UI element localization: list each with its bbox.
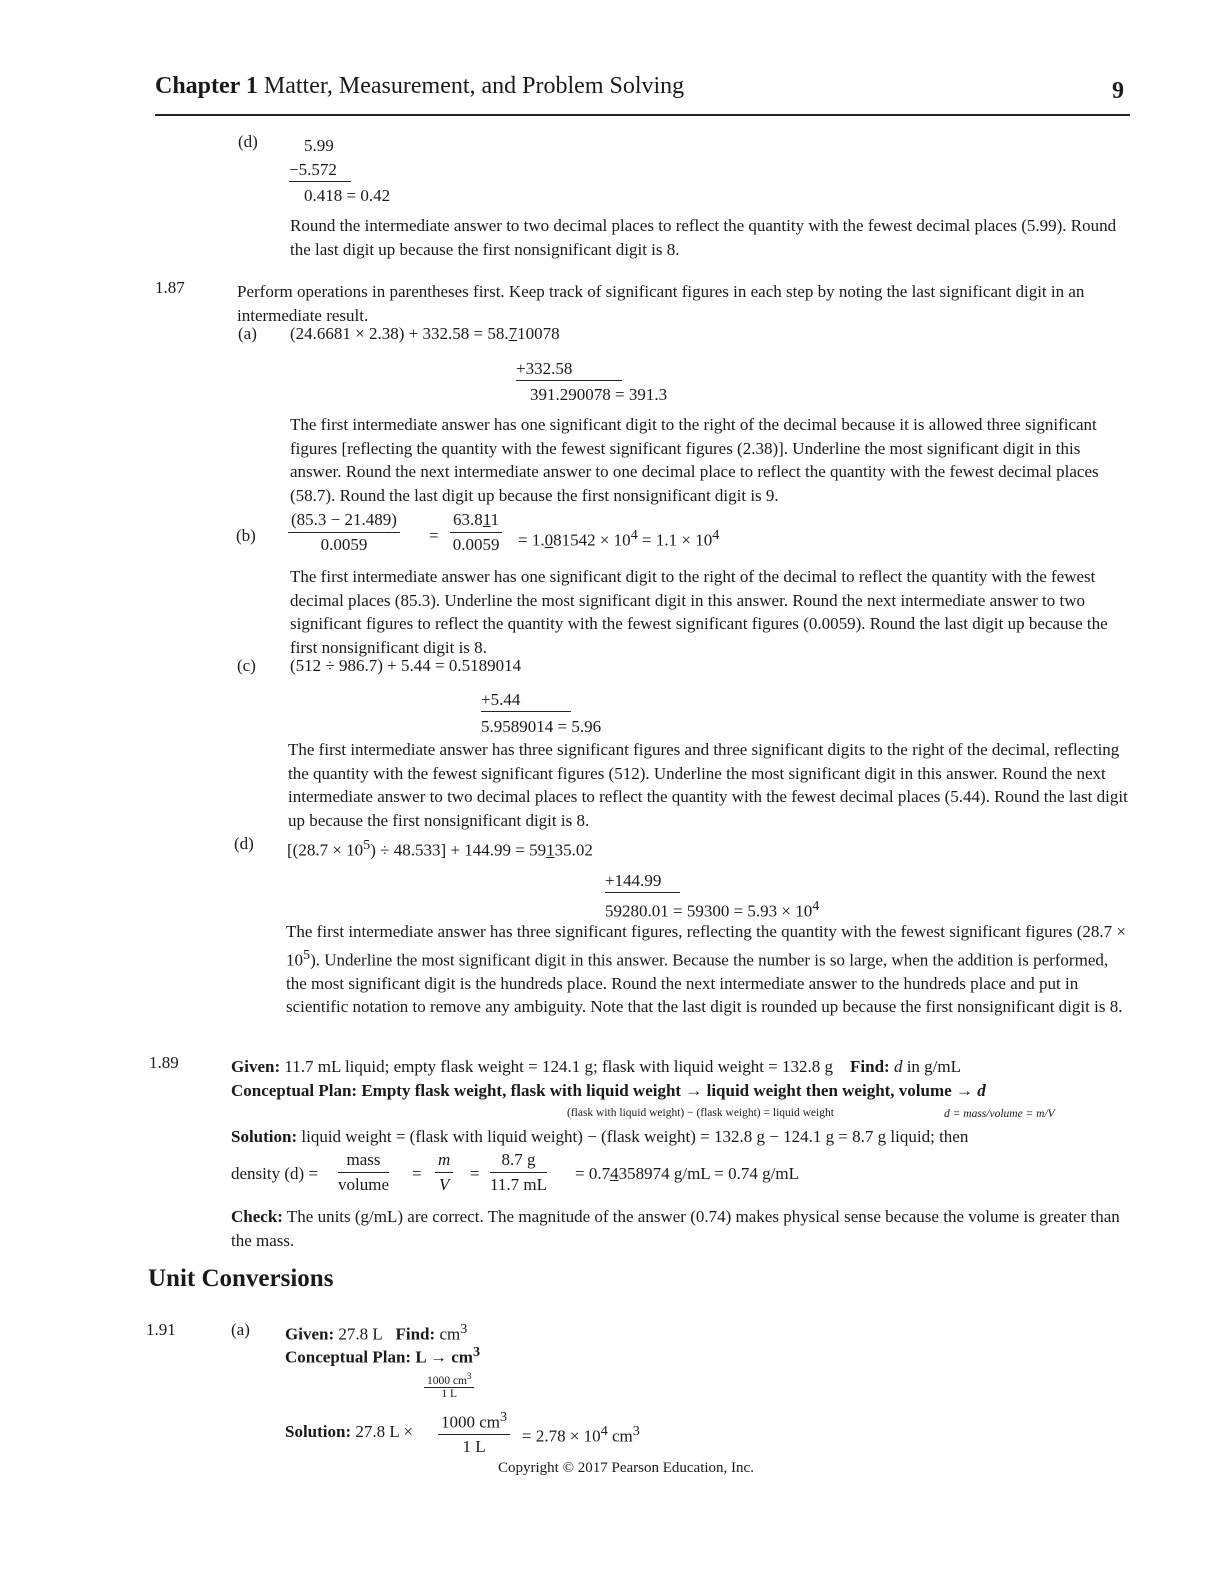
p89-fraction-values xyxy=(490,1148,547,1196)
p91-sol-num: 1000 $cm^3$ xyxy=(438,1406,510,1435)
p87c-text: The first intermediate answer has three significant figures and three significant digits to the right of the decimal, reflecting the quantity with the fewest significant figures (512). Underline the most significant digit in this answer. Round the next intermediate answer to two decimal places to reflect the quantity with the fewest decimal places (5.44). Round the last digit up because the first nonsignificant digit is 8. xyxy=(288,740,1128,830)
p89-res-underlined: 4 xyxy=(610,1164,619,1183)
p87b-res-exp2: 4 xyxy=(712,527,720,543)
p87a-result: 391.290078 = 391.3 xyxy=(530,385,668,404)
p91-factor xyxy=(424,1370,474,1400)
p87a-text: The first intermediate answer has one significant digit to the right of the decimal because it is allowed three significant figures [reflecting the quantity with the fewest significant figures (2.38)]. Underline the most significant digit in this answer. Round the next intermediate answer to one decimal place to reflect the quantity with the fewest decimal places (58.7). Round the last digit up because the first nonsignificant digit is 9. xyxy=(290,415,1099,505)
p91-label: (a) xyxy=(231,1320,250,1339)
p87b-den1: 0.0059 xyxy=(320,534,368,554)
p87b-fraction-2 xyxy=(450,508,502,556)
p91-find: cm xyxy=(439,1324,461,1344)
p85d-text: Round the intermediate answer to two decimal places to reflect the quantity with the fewest decimal places (5.99). Round the last digit up because the first nonsignificant digit is 8. xyxy=(290,216,1117,259)
p87b-result xyxy=(518,524,719,552)
p91-given: 27.8 L xyxy=(338,1324,383,1344)
p89-number: 1.89 xyxy=(149,1053,179,1072)
p91-given-label: Given: xyxy=(285,1324,335,1344)
p87b-res-pre: = 1. xyxy=(518,530,545,550)
chapter-title: Matter, Measurement, and Problem Solving xyxy=(263,73,685,99)
p91-sol-pre: 27.8 L × xyxy=(355,1422,413,1441)
p91-factor-num-text: 1000 cm xyxy=(427,1374,467,1387)
p89-f2d: V xyxy=(438,1174,450,1194)
p87b-res-tail: = 1.1 × 10 xyxy=(637,530,713,550)
p89-result xyxy=(575,1162,799,1186)
p87c-result: 5.9589014 = 5.96 xyxy=(481,717,602,736)
p91-sol-post: = 2.78 × 10 xyxy=(522,1426,601,1446)
p91-solution-label: Solution: xyxy=(285,1422,352,1441)
p89-res-pre: = 0.7 xyxy=(575,1164,611,1183)
p89-solution: liquid weight = (flask with liquid weight) − (flask weight) = 132.8 g − 124.1 g = 8.7 g liquid; then xyxy=(301,1127,969,1146)
p89-density-label: density (d) = xyxy=(231,1164,319,1183)
p89-given-line xyxy=(231,1055,961,1079)
p87b-den2: 0.0059 xyxy=(452,534,500,554)
p91-plan-label: Conceptual Plan: xyxy=(285,1347,412,1367)
p91-find-label: Find: xyxy=(395,1324,436,1344)
p89-find-label: Find: xyxy=(850,1057,890,1076)
p87b-label: (b) xyxy=(236,526,256,545)
p87b-equals: = xyxy=(429,526,439,545)
page-number: 9 xyxy=(1112,78,1124,104)
p87b-num1: (85.3 − 21.489) xyxy=(288,508,400,533)
section-title-unit-conversions: Unit Conversions xyxy=(148,1265,334,1292)
p87d-eq-post: 35.02 xyxy=(554,840,593,860)
p87d-eq-pre: [(28.7 × 10 xyxy=(287,840,364,860)
p89-eq-2: = xyxy=(470,1164,480,1183)
p91-solution-line xyxy=(285,1420,413,1444)
p87d-text-post: ). Underline the most significant digit in this answer. Because the number is so large, when the addition is performed, the most significant digit is the hundreds place. Round the next intermediate answer to the hundreds place and put in scientific notation to remove any ambiguity. Note that the last digit is rounded up because the first nonsignificant digit is 8. xyxy=(286,950,1123,1017)
p87b-fraction-1 xyxy=(288,508,400,556)
p89-f1n: mass xyxy=(338,1148,389,1173)
p87d-rule xyxy=(605,892,680,893)
p87d-result-exp: 4 xyxy=(812,898,820,914)
p91-sol-num-text: 1000 cm xyxy=(441,1412,501,1432)
p87d-eq-mid: ) ÷ 48.533] + 144.99 = 59 xyxy=(370,840,547,860)
p87c-equation: (512 ÷ 986.7) + 5.44 = 0.5189014 xyxy=(290,656,522,675)
p91-factor-den: 1 L xyxy=(441,1387,458,1400)
p87-number: 1.87 xyxy=(155,278,185,297)
p87a-eq-post: 10078 xyxy=(517,324,560,343)
p87b-res-underlined: 0 xyxy=(544,530,554,550)
p85d-rule xyxy=(289,181,351,182)
p87-intro: Perform operations in parentheses first. Keep track of significant figures in each step by noting the last significant digit in an intermediate result. xyxy=(237,282,1085,325)
p89-check xyxy=(231,1205,1130,1252)
p87d-label: (d) xyxy=(234,834,254,853)
p89-eq-1: = xyxy=(412,1164,422,1183)
p89-solution-label: Solution: xyxy=(231,1127,298,1146)
p85d-label: (d) xyxy=(238,132,258,151)
p89-res-post: 358974 g/mL = 0.74 g/mL xyxy=(618,1164,799,1183)
p89-check-label: Check: xyxy=(231,1207,283,1226)
p87d-eq-exp: 5 xyxy=(363,837,371,853)
p89-fraction-mv xyxy=(435,1148,453,1196)
p87b-res-exp: 4 xyxy=(630,527,638,543)
copyright-footer: Copyright © 2017 Pearson Education, Inc. xyxy=(498,1460,754,1476)
p87d-eq-underlined: 1 xyxy=(546,840,555,860)
p91-solution-fraction xyxy=(438,1406,510,1459)
p89-plan-var: d xyxy=(977,1081,986,1100)
p91-plan-line: Conceptual Plan: $L \to cm^3$ xyxy=(285,1344,481,1367)
p87d-text-pre: The first intermediate answer has three significant figures, reflecting the quantity with the fewest significant figures (28.7 × 10 xyxy=(286,922,1126,970)
p89-plan-line xyxy=(231,1079,986,1103)
p87b-num2-underlined: 1 xyxy=(482,510,491,529)
p87b-num2-post: 1 xyxy=(490,510,500,529)
chapter-label: Chapter 1 xyxy=(155,73,258,99)
p87b-num2-pre: 63.8 xyxy=(453,510,483,529)
p87a-eq-pre: (24.6681 × 2.38) + 332.58 = 58. xyxy=(290,324,509,343)
p87a-equation xyxy=(290,322,560,346)
chapter-header xyxy=(155,73,684,100)
p87a-eq-underlined: 7 xyxy=(508,324,518,343)
p89-given-label: Given: xyxy=(231,1057,281,1076)
header-rule xyxy=(155,114,1130,116)
p91-factor-num: 1000 $cm^3$ xyxy=(424,1370,474,1388)
p87d-result-pre: 59280.01 = 59300 = 5.93 × 10 xyxy=(605,901,813,921)
p87b-text: The first intermediate answer has one significant digit to the right of the decimal to reflect the quantity with the fewest decimal places (85.3). Underline the most significant digit in this answer. Round the next intermediate answer to two significant figures to reflect the quantity with the fewest significant figures (0.0059). Round the last digit up because the first nonsignificant digit is 8. xyxy=(290,567,1108,657)
p87b-res-post: 81542 × 10 xyxy=(553,530,631,550)
p87d-equation xyxy=(287,834,593,862)
p85d-result: 0.418 = 0.42 xyxy=(304,186,391,205)
p85d-top: 5.99 xyxy=(304,136,334,155)
p91-sol-den: 1 L xyxy=(462,1437,486,1457)
p87a-rule xyxy=(516,380,622,381)
p89-given: 11.7 mL liquid; empty flask weight = 124.1 g; flask with liquid weight = 132.8 g xyxy=(284,1057,834,1076)
p89-f2n: m xyxy=(435,1148,453,1173)
p89-note-1: (flask with liquid weight) − (flask weight) = liquid weight xyxy=(567,1107,834,1119)
p89-note-2: d = mass/volume = m/V xyxy=(944,1108,1055,1120)
p91-sol-unit: cm xyxy=(607,1426,633,1446)
p89-plan: Empty flask weight, flask with liquid weight → liquid weight then weight, volume → xyxy=(361,1081,973,1100)
p91-sol-exp: 4 xyxy=(600,1423,608,1439)
p87d-result xyxy=(605,895,819,923)
p89-fraction-mass xyxy=(338,1148,389,1196)
p91-given-line: Given: 27.8 L Find: $cm^3$ xyxy=(285,1321,468,1344)
p89-find-var: d xyxy=(893,1057,903,1076)
p91-number: 1.91 xyxy=(146,1320,176,1339)
p87c-rule xyxy=(481,711,571,712)
p89-find-unit: in g/mL xyxy=(906,1057,962,1076)
p87a-label: (a) xyxy=(238,324,257,343)
p89-check-text: The units (g/mL) are correct. The magnitude of the answer (0.74) makes physical sense because the volume is greater than the mass. xyxy=(231,1207,1120,1250)
p87c-add: +5.44 xyxy=(481,690,521,709)
p91-solution-result: = $2.78 \times 10^4$ $cm^3$ xyxy=(522,1423,640,1446)
p89-f3n: 8.7 g xyxy=(490,1148,547,1173)
p85d-sub: −5.572 xyxy=(289,160,337,179)
p91-plan: L → cm xyxy=(415,1347,473,1367)
p87b-num2 xyxy=(450,508,502,533)
p87d-text xyxy=(286,920,1130,1019)
p87d-add: +144.99 xyxy=(605,871,662,890)
p87a-add: +332.58 xyxy=(516,359,573,378)
p87d-text-exp: 5 xyxy=(303,946,311,963)
p87c-label: (c) xyxy=(237,656,256,675)
p89-solution-line xyxy=(231,1125,968,1149)
p89-f3d: 11.7 mL xyxy=(490,1174,547,1194)
p89-f1d: volume xyxy=(338,1174,389,1194)
p89-plan-label: Conceptual Plan: xyxy=(231,1081,358,1100)
